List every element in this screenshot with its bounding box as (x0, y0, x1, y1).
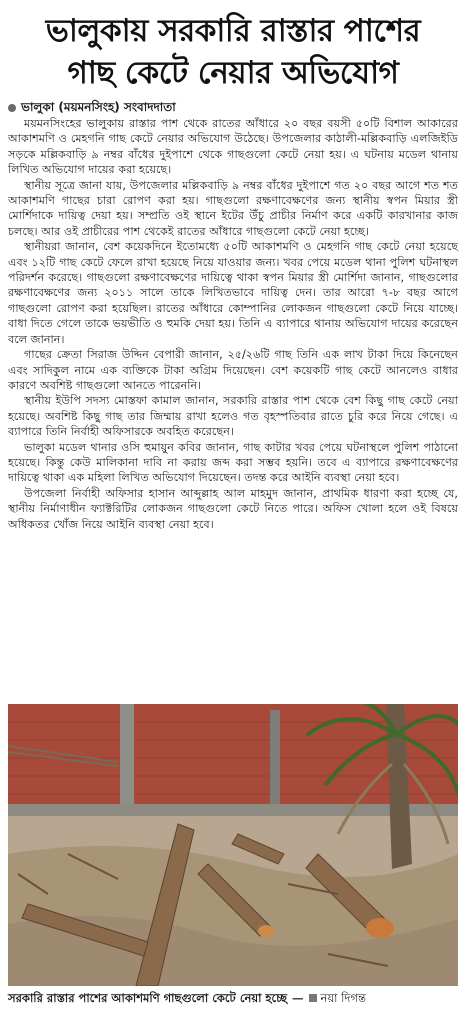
caption-text: সরকারি রাস্তার পাশের আকাশমণি গাছগুলো কেটে নেয়া হচ্ছে (8, 991, 288, 1005)
headline-line-1: ভালুকায় সরকারি রাস্তার পাশের (45, 13, 421, 49)
news-photo (8, 704, 458, 986)
photo-credit: নয়া দিগন্ত (320, 991, 366, 1005)
bullet-icon (8, 104, 16, 112)
headline (8, 0, 458, 94)
square-icon (309, 994, 317, 1002)
paragraph: ময়মনসিংহের ভালুকায় রাস্তার পাশ থেকে রাতের আঁধারে ২০ বছর বয়সী ৫০টি বিশাল আকারের আকাশমণি ও মেহগনি গাছ কেটে নেয়ার অভিযোগ উঠেছে। উপজেলার কাঠালী-মল্লিকবাড়ি এলজিইডি সড়কে মল্লিকবাড়ি ৯ নম্বর বাঁধের দুইপাশে থেকে গাছগুলো কেটে নেয়া হয়। এ ঘটনায় মডেল থানায় লিখিত অভিযোগ দায়ের করা হয়েছে। (8, 117, 458, 177)
paragraph: উপজেলা নির্বাহী অফিসার হাসান আব্দুল্লাহ আল মাহমুদ জানান, প্রাথমিক ধারণা করা হচ্ছে যে, স্থানীয় নির্মাণাধীন ফ্যাক্টরিটির লোকজন গাছগুলো কেটে নিতে পারে। অফিস খোলা হলে ওই বিষয়ে অধিকতর খোঁজ নিয়ে আইনি ব্যবস্থা নেয়া হবে। (8, 486, 458, 531)
caption-separator: — (292, 991, 304, 1005)
paragraph: স্থানীয়রা জানান, বেশ কয়েকদিনে ইতোমধ্যে ৫০টি আকাশমণি ও মেহগনি গাছ কেটে নেয়া হয়েছে এবং ১২টি গাছ কেটে ফেলে রাখা হয়েছে নিয়ে যাওয়ার জন্য। খবর পেয়ে মডেল থানা পুলিশ ঘটনাস্থল পরিদর্শন করেছে। গাছগুলো রক্ষণাবেক্ষণের দায়িত্বে থাকা স্বপন মিয়ার স্ত্রী মোর্শিদা জানান, গাছগুলোর রক্ষণাবেক্ষণের জন্য ২০১১ সালে তাকে লিখিতভাবে দায়িত্ব দেন। তার আরো ৭-৮ বছর আগে গাছগুলো রোপণ করা হয়েছিল। রাতের আঁধারে কোম্পানির লোকজন গাছগুলো কেটে নিয়ে যাচ্ছে। বাধা দিতে গেলে তাকে ভয়ভীতি ও হুমকি দেয়া হয়। তিনি এ ব্যাপারে থানায় অভিযোগ দায়ের করেছেন বলে জানান। (8, 240, 458, 346)
felled-trees-photo (8, 704, 458, 986)
photo-caption (8, 990, 458, 1006)
paragraph: স্থানীয় ইউপি সদস্য মোস্তফা কামাল জানান, সরকারি রাস্তার পাশ থেকে বেশ কিছু গাছ কেটে নেয়া হয়েছে। অবশিষ্ট কিছু গাছ তার জিম্মায় রাখা হলেও গত বৃহস্পতিবার রাতে চুরি করে নিয়ে গেছে। এ ব্যাপারে তিনি নির্বাহী অফিসারকে অবহিত করেছেন। (8, 394, 458, 439)
paragraph: গাছের ক্রেতা সিরাজ উদ্দিন বেপারী জানান, ২৫/২৬টি গাছ তিনি এক লাখ টাকা দিয়ে কিনেছেন এবং সাদিকুল নামে এক ব্যক্তিকে টাকা অগ্রিম দিয়েছেন। বেশ কয়েকটি গাছ কেটে আনলেও বাধার কারণে অবশিষ্ট গাছগুলো আনতে পারেননি। (8, 348, 458, 392)
paragraph: স্থানীয় সূত্রে জানা যায়, উপজেলার মল্লিকবাড়ি ৯ নম্বর বাঁধের দুইপাশে গত ২০ বছর আগে শত শত আকাশমণি গাছের চারা রোপণ করা হয়। গাছগুলো রক্ষণাবেক্ষণের জন্য স্থানীয় স্বপন মিয়ার স্ত্রী মোর্শিদাকে দায়িত্ব দেয়া হয়। সম্প্রতি ওই স্থানে ইটের উঁচু প্রাচীর নির্মাণ করে একটি কারখানার কাজ চলছে। আর ওই প্রাচীরের পাশ থেকেই রাতের আঁধারে গাছগুলো কেটে নেয়া হচ্ছে। (8, 178, 458, 238)
article-body (8, 116, 458, 532)
headline-line-2: গাছ কেটে নেয়ার অভিযোগ (67, 55, 399, 91)
paragraph: ভালুকা মডেল থানার ওসি হুমায়ুন কবির জানান, গাছ কাটার খবর পেয়ে ঘটনাস্থলে পুলিশ পাঠানো হয়েছে। কিন্তু কেউ মালিকানা দাবি না করায় জব্দ করা সম্ভব হয়নি। তবে এ ব্যাপারে রক্ষণাবেক্ষণের দায়িত্বে থাকা এক মহিলা লিখিত অভিযোগ দিয়েছেন। তদন্ত করে আইনি ব্যবস্থা নেয়া হবে। (8, 440, 458, 485)
dateline (8, 100, 458, 115)
dateline-text: ভালুকা (ময়মনসিংহ) সংবাদদাতা (21, 100, 176, 114)
